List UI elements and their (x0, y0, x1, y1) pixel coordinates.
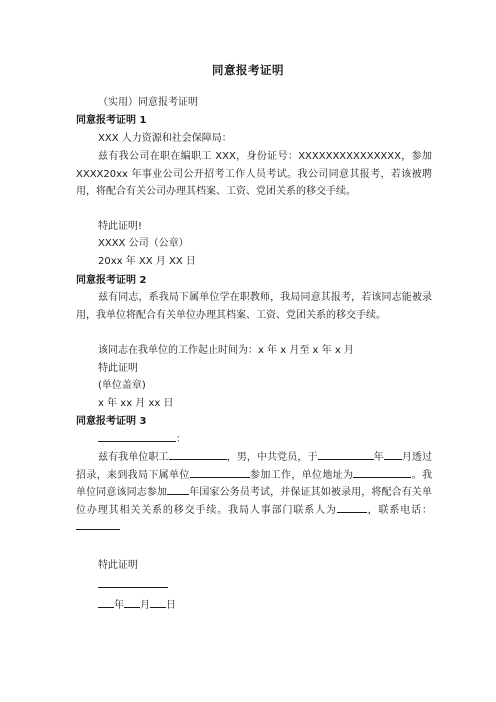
section-3-addressee (98, 431, 454, 449)
employee-name-blank (169, 449, 227, 460)
section-3-heading: 同意报考证明 3 (76, 416, 147, 427)
section-3-body-part-4: 月透过招录，来到我局下属单位 (76, 452, 433, 481)
contact-person-blank (337, 502, 367, 513)
section-3-body-part-3: 年 (373, 452, 384, 463)
section-2-seal: (单位盖章) (98, 380, 146, 391)
date-month-label: 月 (140, 600, 150, 611)
document-title: 同意报考证明 (212, 63, 284, 77)
section-2-period: 该同志在我单位的工作起止时间为：x 年 x 月至 x 年 x 月 (98, 345, 354, 356)
date-year-blank (98, 597, 114, 608)
section-2-body: 兹有同志，系我局下属单位学在职教师，我局同意其报考，若该同志能被录用，我单位将配合有关单位办理其档案、工资、党团关系的移交手续。 (76, 292, 432, 321)
date-day-blank (150, 597, 166, 608)
document-subtitle: （实用）同意报考证明 (98, 97, 198, 108)
exam-year-blank (167, 484, 189, 495)
date-month-blank (124, 597, 140, 608)
section-3-date (98, 597, 454, 615)
unit-address-blank (353, 467, 411, 478)
section-3-body-part-1: 兹有我单位职工 (98, 452, 169, 463)
section-1-date: 20xx 年 XX 月 XX 日 (98, 256, 196, 267)
addressee-blank (98, 431, 176, 442)
section-3-body-part-6: 。我单位同意该同志参加 (76, 469, 433, 498)
section-3-signature-line (98, 577, 454, 595)
section-1-closing: 特此证明! (98, 221, 143, 232)
section-2-closing: 特此证明 (98, 363, 138, 374)
section-2-date: x 年 xx 月 xx 日 (98, 398, 174, 409)
section-2-heading: 同意报考证明 2 (76, 275, 147, 286)
date-day-label: 日 (166, 600, 176, 611)
section-1-heading: 同意报考证明 1 (76, 115, 147, 126)
addressee-colon: ： (176, 434, 186, 445)
date-year-label: 年 (114, 600, 124, 611)
join-month-blank (384, 449, 402, 460)
section-1-addressee: XXX 人力资源和社会保障局： (98, 133, 232, 144)
section-3-body-part-5: 参加工作，单位地址为 (249, 469, 354, 481)
contact-phone-blank (76, 519, 120, 530)
section-3-closing: 特此证明 (98, 560, 138, 571)
signature-blank (98, 577, 168, 588)
section-1-signer: XXXX 公司（公章） (98, 238, 189, 249)
join-year-blank (318, 449, 374, 460)
section-1-body: 兹有我公司在职在编职工 XXX，身份证号：XXXXXXXXXXXXXXX，参加 XXXX20xx 年事业公司公开招考工作人员考试。我公司同意其报考，若该被聘用，将配合有关公司办理其档案、工资、党团关系的移交手续。 (76, 151, 432, 197)
section-3-body-part-7: 年国家公务员考试，并保证其如被录用，将配合有关单位办理其相关关系的移交手续。我局人事部门联系人为 (76, 487, 433, 516)
section-3-body-part-2: ，男，中共党员，于 (226, 452, 318, 463)
section-3-body-part-8: ，联系电话： (366, 504, 433, 516)
section-3-body (76, 449, 432, 537)
unit-name-blank (190, 467, 250, 478)
